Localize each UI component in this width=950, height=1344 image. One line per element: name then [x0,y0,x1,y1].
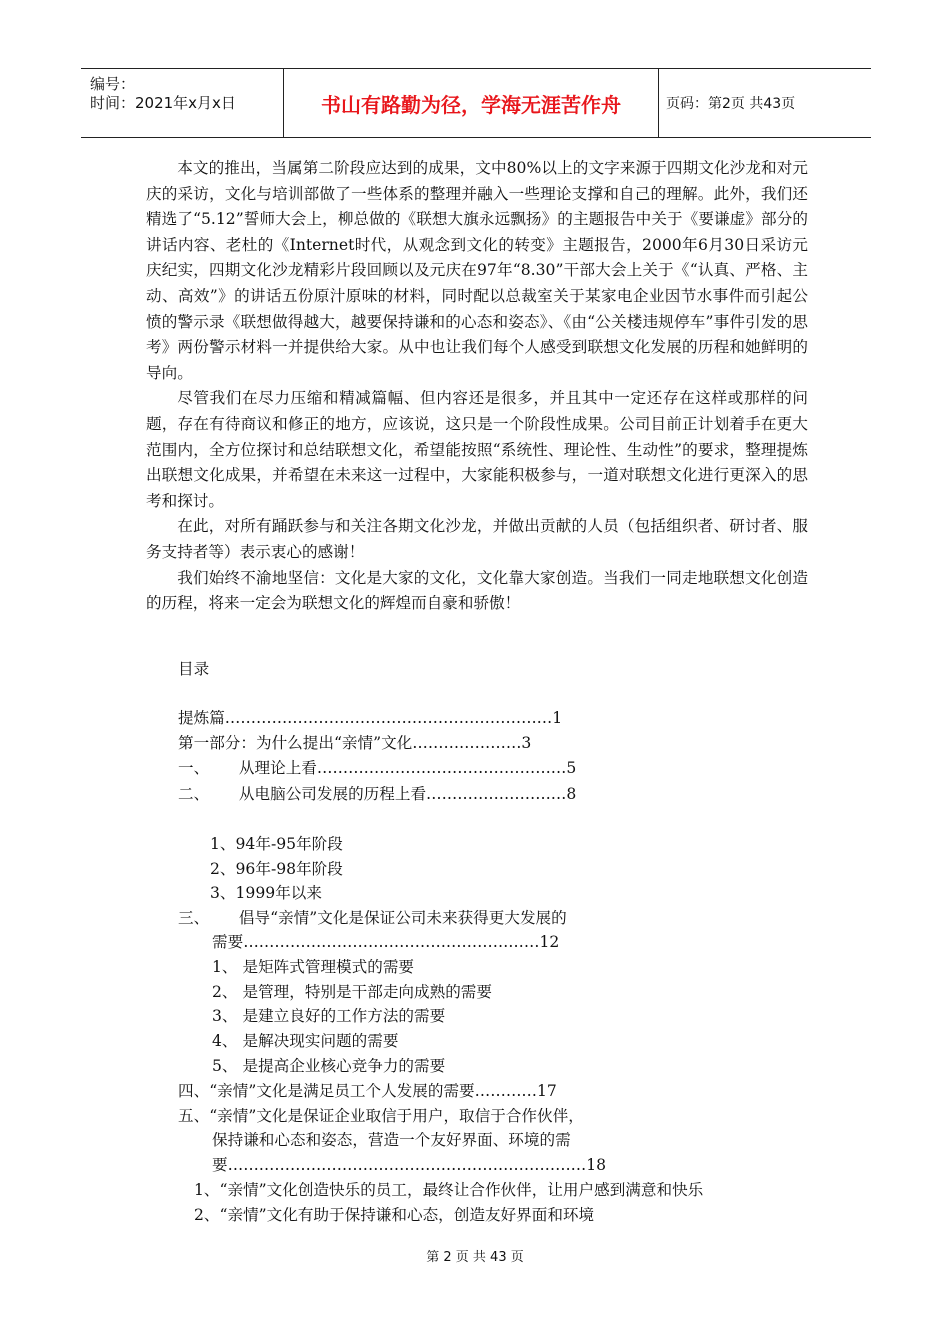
body-text [146,156,808,617]
toc-item: 5、 是提高企业核心竞争力的需要 [212,1057,446,1075]
toc-item: 2、“亲情”文化有助于保持谦和心态，创造友好界面和环境 [194,1206,595,1224]
toc-item: 提炼篇………………………………………………………1 [178,709,563,727]
toc-title: 目录 [178,660,210,678]
toc-item: 需要…………………………………………………12 [212,933,560,951]
page-footer: 第 2 页 共 43 页 [426,1250,524,1265]
toc-item: 1、 是矩阵式管理模式的需要 [212,958,415,976]
toc-item: 第一部分：为什么提出“亲情”文化…………………3 [178,734,532,752]
toc-item: 1、94年-95年阶段 [210,835,343,853]
header-time-label: 时间：2021年x月x日 [90,94,236,112]
paragraph: 本文的推出，当属第二阶段应达到的成果，文中80%以上的文字来源于四期文化沙龙和对元庆的采访，文化与培训部做了一些体系的整理并融入一些理论支撑和自己的理解。此外，我们还精选了“5.12”誓师大会上，柳总做的《联想大旗永远飘扬》的主题报告中关于《要谦虚》部分的讲话内容、老杜的《Internet时代，从观念到文化的转变》主题报告，2000年6月30日采访元庆纪实，四期文化沙龙精彩片段回顾以及元庆在97年“8.30”干部大会上关于《“认真、严格、主动、高效”》的讲话五份原汁原味的材料，同时配以总裁室关于某家电企业因节水事件而引起公愤的警示录《联想做得越大，越要保持谦和的心态和姿态》、《由“公关楼违规停车”事件引发的思考》两份警示材料一并提供给大家。从中也让我们每个人感受到联想文化发展的历程和她鲜明的导向。 [146,159,808,382]
toc-item: 4、 是解决现实问题的需要 [212,1032,399,1050]
paragraph: 我们始终不渝地坚信：文化是大家的文化，文化靠大家创造。当我们一同走地联想文化创造的历程，将来一定会为联想文化的辉煌而自豪和骄傲！ [146,568,808,613]
paragraph: 尽管我们在尽力压缩和精减篇幅、但内容还是很多，并且其中一定还存在这样或那样的问题，存在有待商议和修正的地方，应该说，这只是一个阶段性成果。公司目前正计划着手在更大范围内，全方位探讨和总结联想文化，希望能按照“系统性、理论性、生动性”的要求，整理提炼出联想文化成果，并希望在未来这一过程中，大家能积极参与，一道对联想文化进行更深入的思考和探讨。 [146,389,808,510]
toc-item: 要……………………………………………………………18 [212,1156,607,1174]
header-table [81,68,871,138]
header-motto: 书山有路勤为径，学海无涯苦作舟 [284,69,659,137]
toc-item: 四、“亲情”文化是满足员工个人发展的需要…………17 [178,1082,557,1100]
toc-item: 一、 从理论上看…………………………………………5 [178,759,577,777]
toc-item: 2、96年-98年阶段 [210,860,343,878]
toc-item: 保持谦和心态和姿态，营造一个友好界面、环境的需 [212,1131,571,1149]
toc-item: 3、 是建立良好的工作方法的需要 [212,1007,446,1025]
toc-item: 二、 从电脑公司发展的历程上看………………………8 [178,785,577,803]
toc-item: 三、 倡导“亲情”文化是保证公司未来获得更大发展的 [178,909,567,927]
paragraph: 在此，对所有踊跃参与和关注各期文化沙龙，并做出贡献的人员（包括组织者、研讨者、服务支持者等）表示衷心的感谢！ [146,517,808,561]
toc-item: 1、“亲情”文化创造快乐的员工，最终让合作伙伴，让用户感到满意和快乐 [194,1181,704,1199]
toc-item: 2、 是管理，特别是干部走向成熟的需要 [212,983,492,1001]
header-meta-cell [81,69,284,137]
header-page-info: 页码：第2页 共43页 [666,96,796,112]
toc-item: 3、1999年以来 [210,884,322,902]
header-number-label: 编号： [90,75,136,93]
toc-item: 五、“亲情”文化是保证企业取信于用户，取信于合作伙伴， [178,1107,584,1125]
